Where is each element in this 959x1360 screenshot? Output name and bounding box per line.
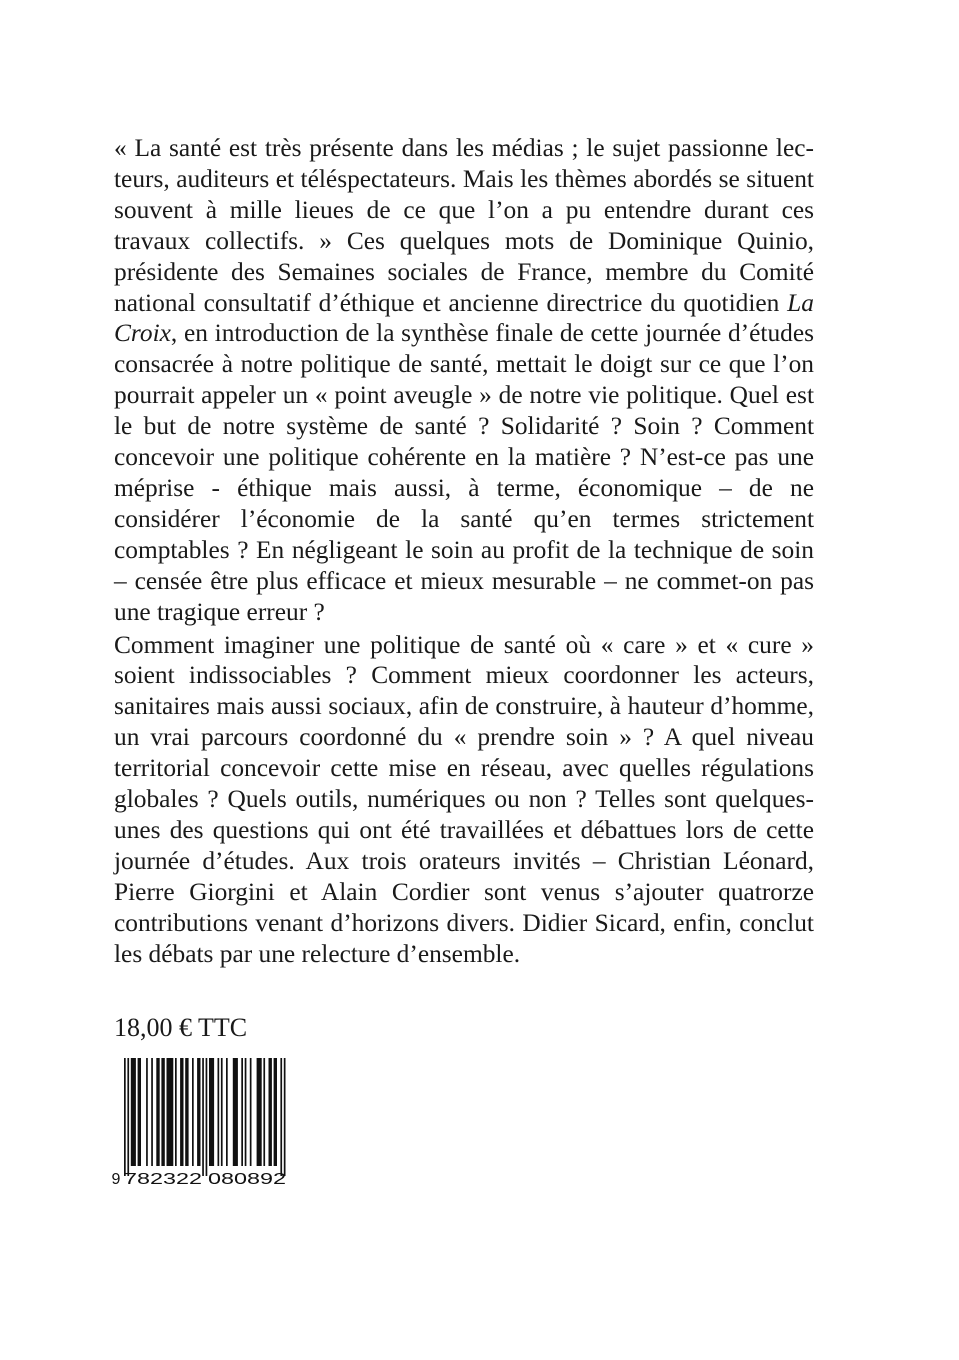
barcode-bar <box>185 1058 188 1166</box>
barcode-bar <box>146 1058 148 1166</box>
barcode-bar <box>257 1058 262 1166</box>
barcode-graphic <box>110 1056 290 1192</box>
back-cover-text <box>114 133 814 969</box>
barcode-bar <box>226 1058 228 1166</box>
newspaper-title: La Croix <box>114 288 814 348</box>
barcode-guard-bar <box>206 1058 208 1176</box>
barcode-bar <box>241 1058 243 1166</box>
barcode-bar <box>197 1058 200 1166</box>
paragraph-2: Comment imaginer une politique de santé où « care » et « cure » soient indissociables ? Comment mieux coordonner les acteurs, sanitaires mais aussi sociaux, afin de construire, à hauteur d’homme, un vrai parcours coordonné du « prendre soin » ? A quel niveau territorial concevoir cette mise en réseau, avec quelles régulations globales ? Quels outils, numériques ou non ? Telles sont quelques-unes des questions qui ont été travaillées et débattues lors de cette journée d’études. Aux trois orateurs invités – Christian Léonard, Pierre Giorgini et Alain Cordier sont venus s’ajouter quatrorze contributions venant d’horizons divers. Didier Sicard, enfin, conclut les débats par une relecture d’ensemble. <box>114 630 814 968</box>
barcode-bar <box>131 1058 136 1166</box>
paragraph-1-part-1: « La santé est très présente dans les médias ; le sujet passionne lecteurs, auditeurs et téléspectateurs. Mais les thèmes abordés se situent souvent à mille lieues de ce que l’on a pu entendre durant ces travaux collectifs. » Ces quelques mots de Dominique Quinio, présidente des Semaines sociales de France, membre du Comité national consultatif d’éthique et ancienne directrice du quotidien <box>114 134 814 317</box>
barcode-bar <box>269 1058 272 1166</box>
barcode-first-digit: 9 <box>111 1171 121 1188</box>
barcode-bar <box>175 1058 177 1166</box>
barcode-bar <box>274 1058 277 1166</box>
barcode-guard-bar <box>202 1058 204 1176</box>
barcode-bar <box>167 1058 174 1166</box>
paragraph-1 <box>114 133 814 628</box>
barcode-guard-bar <box>284 1058 286 1176</box>
barcode-bar <box>192 1058 194 1166</box>
barcode-bar <box>233 1058 238 1166</box>
barcode-bar <box>263 1058 265 1166</box>
barcode-bar <box>161 1058 164 1166</box>
barcode-bar <box>250 1058 252 1166</box>
barcode-bar <box>138 1058 141 1166</box>
isbn-barcode <box>110 1056 290 1192</box>
barcode-bar <box>245 1058 247 1166</box>
barcode-left-digits: 782322 <box>124 1171 203 1188</box>
barcode-bar <box>180 1058 183 1166</box>
barcode-bar <box>156 1058 159 1166</box>
barcode-bar <box>221 1058 223 1166</box>
barcode-guard-bar <box>280 1058 282 1176</box>
barcode-bar <box>151 1058 153 1166</box>
barcode-bar <box>209 1058 214 1166</box>
price-label: 18,00 € TTC <box>114 1013 248 1042</box>
barcode-guard-bar <box>127 1058 129 1176</box>
barcode-right-digits: 080892 <box>208 1171 287 1188</box>
barcode-bar <box>218 1058 220 1166</box>
barcode-guard-bar <box>124 1058 126 1176</box>
paragraph-1-part-2: , en introduction de la synthèse finale de cette journée d’études consacrée à notre politique de santé, mettait le doigt sur ce que l’on pourrait appeler un « point aveugle » de notre vie politique. Quel est le but de notre système de santé ? Solidarité ? Soin ? Comment concevoir une politique cohérente en la matière ? N’est-ce pas une méprise - éthique mais aussi, à terme, économique – de ne considérer l’économie de la santé qu’en termes strictement comptables ? En négligeant le soin au profit de la technique de soin – censée être plus efficace et mieux mesurable – ne commet-on pas une tragique erreur ? <box>114 319 814 626</box>
